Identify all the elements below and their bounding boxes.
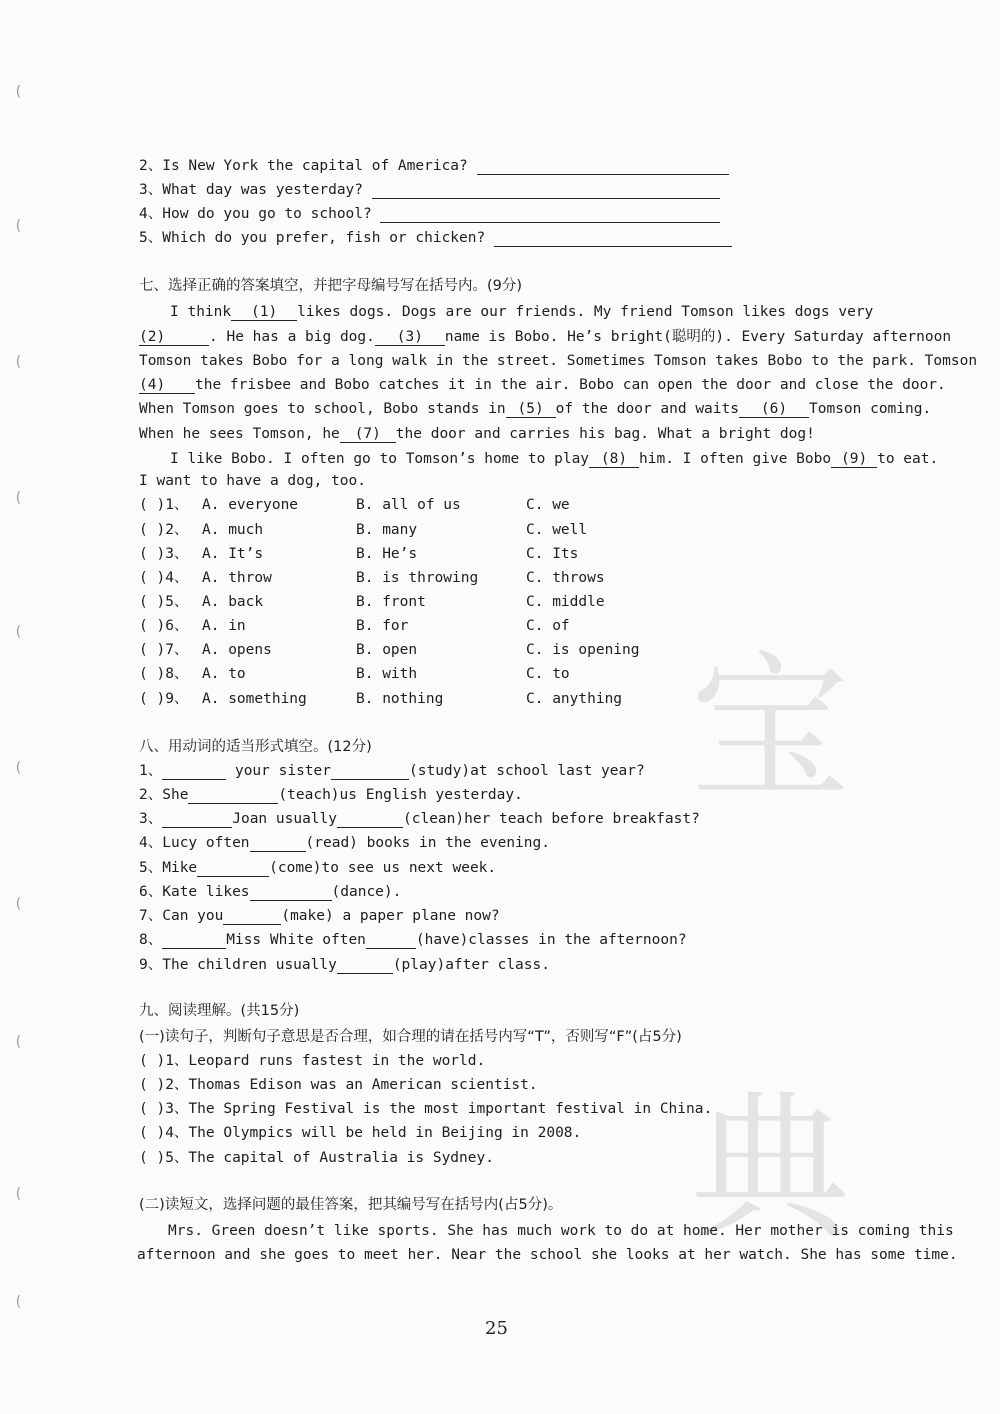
section-nine-title: 九、阅读理解。(共15分): [139, 1003, 300, 1019]
answer-blank[interactable]: [366, 934, 416, 949]
binding-mark: (: [14, 624, 23, 640]
blank-4[interactable]: (4): [139, 377, 195, 394]
answer-blank[interactable]: [250, 886, 332, 901]
option-number[interactable]: ( )8、: [139, 666, 189, 682]
binding-mark: (: [14, 84, 23, 100]
option-c: C. we: [526, 497, 570, 513]
passage-line: afternoon and she goes to meet her. Near the school she looks at her watch. She has some time.: [137, 1247, 958, 1263]
option-c: C. middle: [526, 594, 605, 610]
answer-blank[interactable]: [223, 910, 281, 925]
option-a: A. something: [202, 691, 307, 707]
passage-line: Mrs. Green doesn’t like sports. She has much work to do at home. Her mother is coming this: [168, 1223, 954, 1239]
option-a: A. opens: [202, 642, 272, 658]
passage-line: When he sees Tomson, he (7) the door and carries his bag. What a bright dog!: [139, 426, 815, 442]
blank-7[interactable]: (7): [340, 426, 396, 443]
option-c: C. is opening: [526, 642, 640, 658]
question-text: 2、Is New York the capital of America?: [139, 158, 468, 174]
item-text: (teach)us English yesterday.: [278, 787, 523, 803]
option-b: B. for: [356, 618, 409, 634]
watermark-char: 典: [690, 1075, 851, 1262]
option-number[interactable]: ( )5、: [139, 594, 189, 610]
option-b: B. open: [356, 642, 418, 658]
answer-blank[interactable]: [250, 837, 306, 852]
binding-mark: (: [14, 1186, 23, 1202]
tf-item: ( )3、The Spring Festival is the most important festival in China.: [139, 1101, 713, 1117]
item-text: your sister: [226, 763, 331, 779]
option-c: C. well: [526, 522, 588, 538]
blank-1[interactable]: (1): [231, 304, 297, 321]
passage-line: (2) . He has a big dog. (3) name is Bobo. He’s bright(聪明的). Every Saturday afternoon: [139, 329, 952, 345]
item-text: 1、: [139, 763, 163, 779]
option-c: C. to: [526, 666, 570, 682]
option-a: A. throw: [202, 570, 272, 586]
binding-mark: (: [14, 760, 23, 776]
answer-blank[interactable]: [188, 789, 278, 804]
answer-blank[interactable]: [162, 934, 226, 949]
option-a: A. everyone: [202, 497, 299, 513]
blank-9[interactable]: (9): [831, 451, 877, 468]
option-b: B. is throwing: [356, 570, 479, 586]
passage-line: When Tomson goes to school, Bobo stands in (5) of the door and waits (6) Tomson coming.: [139, 401, 932, 417]
option-b: B. nothing: [356, 691, 444, 707]
option-number[interactable]: ( )2、: [139, 522, 189, 538]
verb-fill-item: [139, 907, 500, 925]
section-seven-title: 七、选择正确的答案填空，并把字母编号写在括号内。(9分): [139, 278, 523, 294]
answer-blank[interactable]: [197, 862, 269, 877]
option-b: B. many: [356, 522, 418, 538]
binding-mark: (: [14, 1294, 23, 1310]
question-line: [139, 229, 732, 247]
verb-fill-item: [139, 834, 550, 852]
question-line: [139, 205, 720, 223]
item-text: 8、: [139, 932, 163, 948]
answer-blank[interactable]: [337, 959, 393, 974]
item-text: Miss White often: [226, 932, 366, 948]
item-text: 3、: [139, 811, 163, 827]
answer-line[interactable]: [380, 208, 720, 223]
option-c: C. Its: [526, 546, 579, 562]
verb-fill-item: [139, 786, 523, 804]
binding-mark: (: [14, 490, 23, 506]
passage-line: I like Bobo. I often go to Tomson’s home to play (8) him. I often give Bobo (9) to eat.: [170, 451, 939, 467]
passage-line: Tomson takes Bobo for a long walk in the street. Sometimes Tomson takes Bobo to the park. Tomson: [139, 353, 978, 369]
verb-fill-item: [139, 859, 496, 877]
question-text: 5、Which do you prefer, fish or chicken?: [139, 230, 486, 246]
part-two-title: (二)读短文，选择问题的最佳答案，把其编号写在括号内(占5分)。: [139, 1197, 563, 1213]
option-number[interactable]: ( )4、: [139, 570, 189, 586]
item-text: 9、The children usually: [139, 957, 337, 973]
blank-2[interactable]: (2): [139, 329, 209, 346]
tf-item: ( )2、Thomas Edison was an American scientist.: [139, 1077, 538, 1093]
section-eight-title: 八、用动词的适当形式填空。(12分): [139, 739, 372, 755]
tf-item: ( )5、The capital of Australia is Sydney.: [139, 1150, 494, 1166]
option-number[interactable]: ( )1、: [139, 497, 189, 513]
question-line: [139, 157, 729, 175]
verb-fill-item: [139, 883, 401, 901]
page-number: 25: [485, 1318, 508, 1339]
item-text: 6、Kate likes: [139, 884, 250, 900]
item-text: (study)at school last year?: [409, 763, 645, 779]
blank-8[interactable]: (8): [589, 451, 639, 468]
option-b: B. front: [356, 594, 426, 610]
passage-line: I think (1) likes dogs. Dogs are our friends. My friend Tomson likes dogs very: [170, 304, 874, 320]
blank-6[interactable]: (6): [739, 401, 809, 418]
tf-item: ( )1、Leopard runs fastest in the world.: [139, 1053, 486, 1069]
blank-3[interactable]: (3): [375, 329, 445, 346]
option-a: A. to: [202, 666, 246, 682]
passage-line: (4) the frisbee and Bobo catches it in the air. Bobo can open the door and close the door.: [139, 377, 946, 393]
binding-mark: (: [14, 354, 23, 370]
option-number[interactable]: ( )6、: [139, 618, 189, 634]
answer-blank[interactable]: [162, 813, 232, 828]
option-number[interactable]: ( )7、: [139, 642, 189, 658]
item-text: (make) a paper plane now?: [281, 908, 500, 924]
item-text: (play)after class.: [392, 957, 550, 973]
item-text: (come)to see us next week.: [269, 860, 497, 876]
verb-fill-item: [139, 762, 645, 780]
item-text: (read) books in the evening.: [305, 835, 550, 851]
option-b: B. He’s: [356, 546, 418, 562]
answer-blank[interactable]: [162, 765, 226, 780]
item-text: (clean)her teach before breakfast?: [403, 811, 700, 827]
item-text: 7、Can you: [139, 908, 224, 924]
option-b: B. with: [356, 666, 418, 682]
option-a: A. back: [202, 594, 264, 610]
item-text: Joan usually: [232, 811, 337, 827]
answer-blank[interactable]: [337, 813, 403, 828]
option-c: C. throws: [526, 570, 605, 586]
blank-5[interactable]: (5): [506, 401, 556, 418]
binding-mark: (: [14, 218, 23, 234]
option-c: C. anything: [526, 691, 623, 707]
option-number[interactable]: ( )9、: [139, 691, 189, 707]
option-number[interactable]: ( )3、: [139, 546, 189, 562]
verb-fill-item: [139, 956, 550, 974]
option-a: A. in: [202, 618, 246, 634]
answer-blank[interactable]: [331, 765, 409, 780]
verb-fill-item: [139, 931, 687, 949]
item-text: (dance).: [331, 884, 402, 900]
passage-line: I want to have a dog, too.: [139, 473, 366, 489]
answer-line[interactable]: [372, 184, 720, 199]
option-c: C. of: [526, 618, 570, 634]
item-text: (have)classes in the afternoon?: [415, 932, 687, 948]
item-text: 4、Lucy often: [139, 835, 250, 851]
item-text: 5、Mike: [139, 860, 198, 876]
option-a: A. It’s: [202, 546, 264, 562]
binding-mark: (: [14, 1034, 23, 1050]
tf-item: ( )4、The Olympics will be held in Beijing in 2008.: [139, 1125, 582, 1141]
item-text: 2、She: [139, 787, 189, 803]
question-line: [139, 181, 720, 199]
part-one-title: (一)读句子，判断句子意思是否合理，如合理的请在括号内写“T”，否则写“F”(占5分): [139, 1029, 682, 1045]
question-text: 3、What day was yesterday?: [139, 182, 364, 198]
watermark-char: 宝: [690, 635, 851, 822]
verb-fill-item: [139, 810, 700, 828]
binding-mark: (: [14, 896, 23, 912]
option-a: A. much: [202, 522, 264, 538]
answer-line[interactable]: [494, 232, 732, 247]
option-b: B. all of us: [356, 497, 461, 513]
answer-line[interactable]: [477, 160, 729, 175]
question-text: 4、How do you go to school?: [139, 206, 372, 222]
